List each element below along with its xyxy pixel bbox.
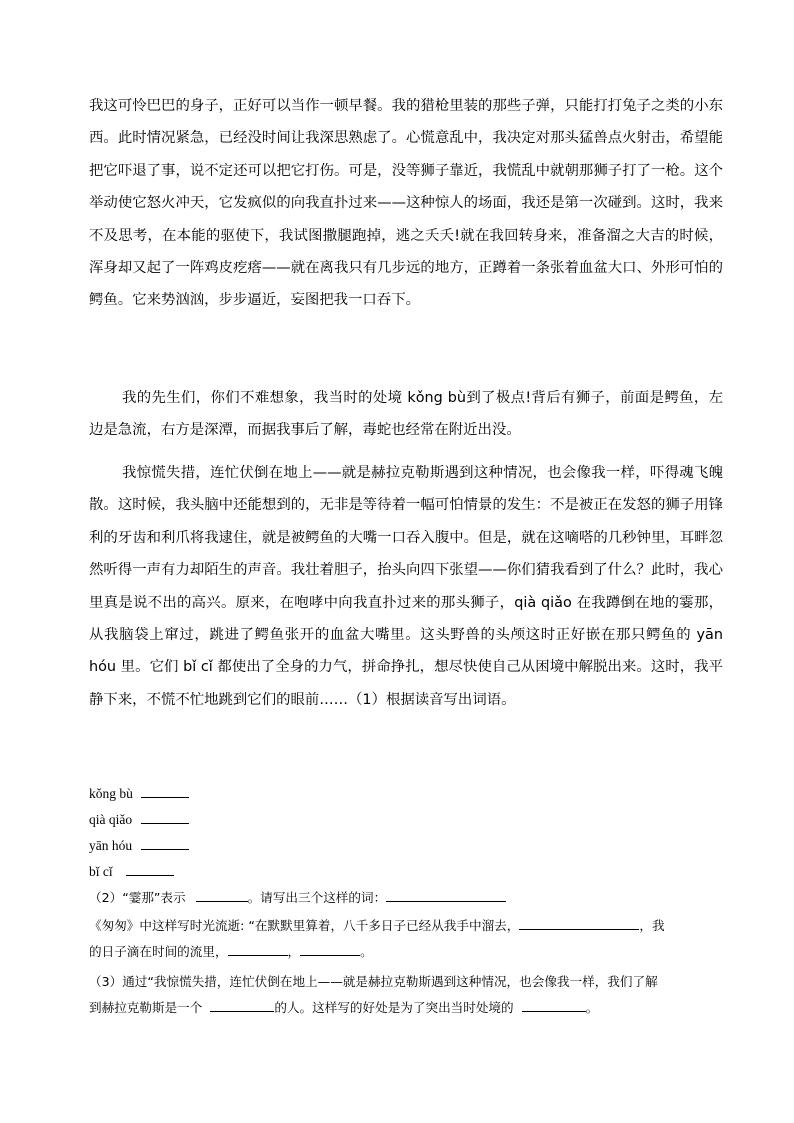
passage-paragraph-3: 我惊慌失措，连忙伏倒在地上——就是赫拉克勒斯遇到这种情况，也会像我一样，吓得魂飞魄散。这时候，我头脑中还能想到的，无非是等待着一幅可怕情景的发生：不是被正在发怒的狮子用锋利的牙齿和利爪将我逮住，就是被鳄鱼的大嘴一口吞入腹中。但是，就在这嘀嗒的几秒钟里，耳畔忽然听得一声有力却陌生的声音。我壮着胆子，抬头向四下张望——你们猜我看到了什么？此时，我心里真是说不出的高兴。原来，在咆哮中向我直扑过来的那头狮子，qià qiǎo 在我蹲倒在地的霎那，从我脑袋上窜过，跳进了鳄鱼张开的血盆大嘴里。这头野兽的头颅这时正好嵌在那只鳄鱼的 yān hóu 里。它们 bǐ cǐ 都使出了全身的力气，拼命挣扎，想尽快使自己从困境中解脱出来。这时，我平静下来，不慌不忙地跳到它们的眼前……（1）根据读音写出词语。: [89, 465, 723, 708]
question-2b-prefix: 《匆匆》中这样写时光流逝: “在默默里算着，八千多日子已经从我手中溜去，: [89, 918, 520, 933]
answer-blank[interactable]: [126, 863, 174, 876]
answer-blank[interactable]: [141, 811, 189, 824]
pinyin-text: bǐ cǐ: [89, 864, 113, 879]
pinyin-text: yān hóu: [89, 838, 133, 853]
answer-blank[interactable]: [196, 889, 248, 902]
pinyin-item-4: [89, 862, 174, 882]
answer-blank[interactable]: [141, 785, 189, 798]
question-3-text: （3）通过“我惊慌失措，连忙伏倒在地上——就是赫拉克勒斯遇到这种情况，也会像我一样，我们了解: [89, 974, 658, 989]
pinyin-text: kǒng bù: [89, 786, 133, 801]
question-2-middle: 。请写出三个这样的词：: [247, 890, 387, 905]
answer-blank[interactable]: [522, 999, 586, 1012]
passage-paragraph-2: 我的先生们，你们不难想象，我当时的处境 kǒng bù到了极点!背后有狮子，前面是鳄鱼，左边是急流，右方是深潭，而据我事后了解，毒蛇也经常在附近出没。: [89, 390, 723, 439]
question-2b-line-1: [89, 916, 665, 936]
question-2: [89, 888, 506, 908]
answer-blank[interactable]: [228, 943, 288, 956]
comma: ，: [287, 944, 301, 959]
question-3-line-1: [89, 972, 658, 992]
question-2-prefix: （2）“霎那”表示: [89, 890, 186, 905]
answer-blank[interactable]: [386, 889, 506, 902]
answer-blank[interactable]: [519, 917, 639, 930]
pinyin-item-1: [89, 784, 189, 804]
question-2b-line-2: [89, 942, 373, 962]
pinyin-item-2: [89, 810, 189, 830]
passage-paragraph-1: 我这可怜巴巴的身子，正好可以当作一顿早餐。我的猎枪里装的那些子弹，只能打打兔子之类的小东西。此时情况紧急，已经没时间让我深思熟虑了。心慌意乱中，我决定对那头猛兽点火射击，希望能把它吓退了事，说不定还可以把它打伤。可是，没等狮子靠近，我慌乱中就朝那狮子打了一枪。这个举动使它怒火冲天，它发疯似的向我直扑过来——这种惊人的场面，我还是第一次碰到。这时，我来不及思考，在本能的驱使下，我试图撒腿跑掉，逃之夭夭!就在我回转身来，准备溜之大吉的时候，浑身却又起了一阵鸡皮疙瘩——就在离我只有几步远的地方，正蹲着一条张着血盆大口、外形可怕的鳄鱼。它来势汹汹，步步逼近，妄图把我一口吞下。: [89, 98, 723, 309]
pinyin-text: qià qiǎo: [89, 812, 133, 827]
question-3-line-2: [89, 998, 598, 1018]
answer-blank[interactable]: [210, 999, 274, 1012]
period: 。: [360, 944, 373, 959]
question-2b-line2-prefix: 的日子滴在时间的流里，: [89, 944, 228, 959]
question-2b-suffix: ，我: [639, 918, 665, 933]
question-3-line2-end: 。: [585, 1000, 599, 1015]
answer-blank[interactable]: [141, 837, 189, 850]
answer-blank[interactable]: [300, 943, 360, 956]
question-3-line2-prefix: 到赫拉克勒斯是一个: [89, 1000, 203, 1015]
pinyin-item-3: [89, 836, 189, 856]
question-3-line2-middle: 的人。这样写的好处是为了突出当时处境的: [274, 1000, 514, 1015]
